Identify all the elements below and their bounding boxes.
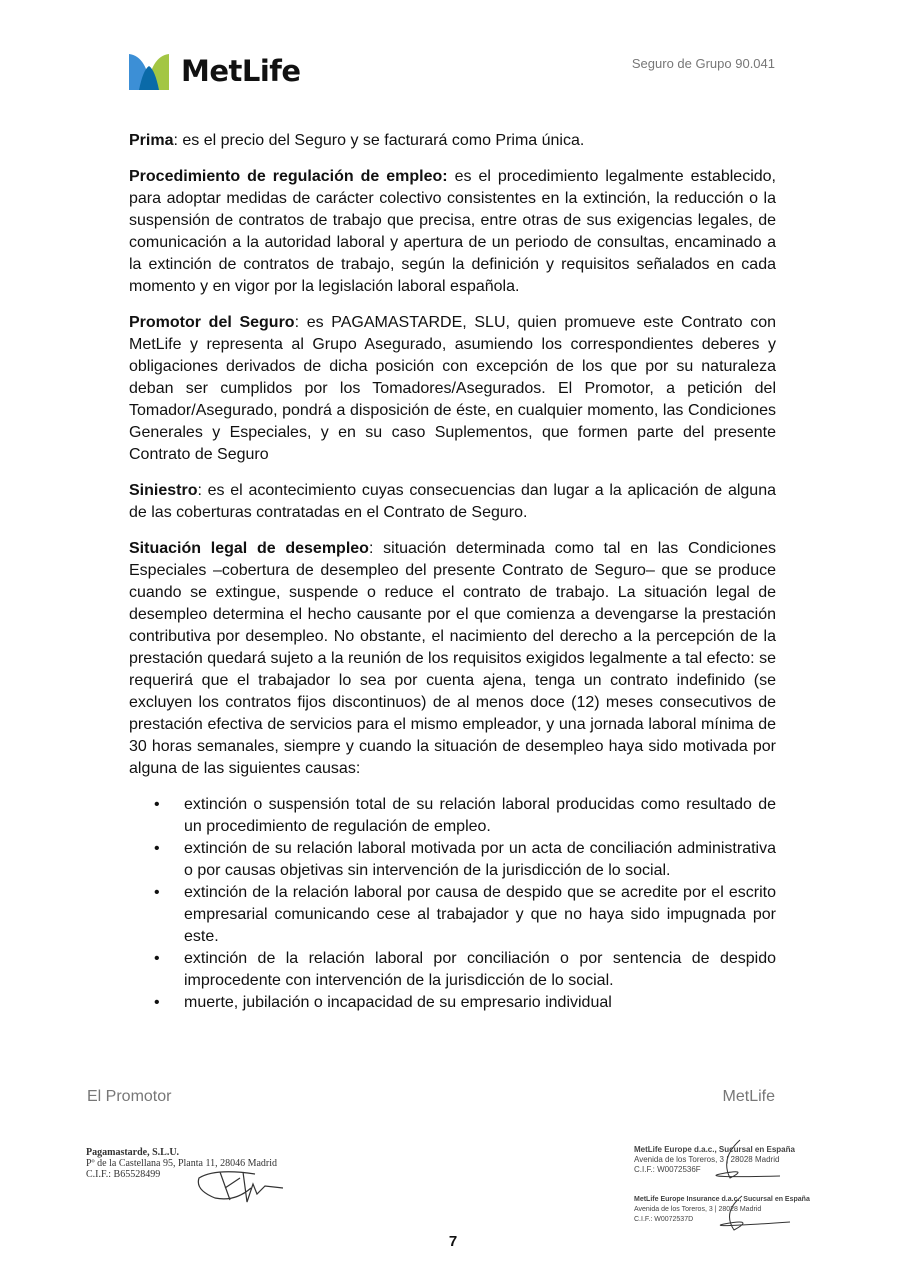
list-item: • muerte, jubilación o incapacidad de su empresario individual [129,992,776,1014]
causes-list [129,794,776,1014]
metlife-logo-icon [129,52,169,90]
promotor-label: El Promotor [87,1088,172,1105]
stamp-address: Avenida de los Toreros, 3 | 28028 Madrid [634,1206,762,1213]
term: Prima [129,132,174,149]
definition-siniestro [129,480,776,524]
list-item: • extinción de la relación laboral por causa de despido que se acredite por el escrito empresarial comunicando cese al trabajador y que no haya sido impugnada por este. [129,882,776,948]
list-item: • extinción de su relación laboral motivada por un acta de conciliación administrativa o por causas objetivas sin intervención de la jurisdicción de lo social. [129,838,776,882]
promotor-signature [195,1168,285,1206]
stamp-name: MetLife Europe Insurance d.a.c., Sucursal en España [634,1196,810,1203]
definition-text: : es PAGAMASTARDE, SLU, quien promueve este Contrato con MetLife y representa al Grupo Asegurado, asumiendo los correspondientes deberes y obligaciones derivados de dicha posición con excepción de los que por su naturaleza deban ser cumplidos por los Tomadores/Asegurados. El Promotor, a petición del Tomador/Asegurado, pondrá a disposición de éste, en cualquier momento, las Condiciones Generales y Especiales, y en su caso Suplementos, que formen parte del presente Contrato de Seguro [129,314,776,463]
metlife-signatures [680,1138,800,1233]
term: Promotor del Seguro [129,314,295,331]
page-number: 7 [448,1233,458,1250]
stamp-cif: C.I.F.: W0072537D [634,1216,694,1223]
stamp-cif: C.I.F.: W0072536F [634,1165,701,1174]
stamp-address: Avenida de los Toreros, 3 | 28028 Madrid [634,1155,780,1164]
definition-text: : es el acontecimiento cuyas consecuencias dan lugar a la aplicación de alguna de las coberturas contratadas en el Contrato de Seguro. [129,482,776,521]
definition-prima [129,130,776,152]
definition-text: : situación determinada como tal en las Condiciones Especiales –cobertura de desempleo del presente Contrato de Seguro– que se produce cuando se extingue, suspende o reduce el contrato de trabajo. La situación legal de desempleo determina el hecho causante por el que comienza a devengarse la prestación contributiva por desempleo. No obstante, el nacimiento del derecho a la percepción de la prestación quedará sujeto a la reunión de los requisitos exigidos legalmente a tal efecto: se requerirá que el trabajador lo sea por cuenta ajena, tenga un contrato indefinido (se excluyen los contratos fijos discontinuos) de al menos doce (12) meses consecutivos de prestación efectiva de servicios para el mismo empleador, y una jornada laboral mínima de 30 horas semanales, siempre y cuando la situación de desempleo haya sido motivada por alguna de las siguientes causas: [129,540,777,777]
stamp-name: MetLife Europe d.a.c., Sucursal en España [634,1145,795,1154]
document-body [129,130,776,1014]
metlife-logo [129,52,301,90]
term: Situación legal de desempleo [129,540,369,557]
definition-promotor [129,312,776,466]
stamp-address: Pº de la Castellana 95, Planta 11, 28046 Madrid [86,1158,278,1169]
stamp-cif: C.I.F.: B65528499 [86,1169,161,1180]
term: Siniestro [129,482,198,499]
definition-text: es el procedimiento legalmente establecido, para adoptar medidas de carácter colectivo consistentes en la extinción, la reducción o la suspensión de contratos de trabajo que precisa, entre otras de sus exigencias legales, de comunicación a la autoridad laboral y apertura de un periodo de consultas, encaminado a la extinción de contratos de trabajo, según la definición y requisitos señalados en cada momento y en vigor por la legislación laboral española. [129,168,776,295]
definition-situacion-legal [129,538,776,780]
definition-text: : es el precio del Seguro y se facturará como Prima única. [173,132,585,149]
list-item: • extinción o suspensión total de su relación laboral producidas como resultado de un procedimiento de regulación de empleo. [129,794,776,838]
definition-procedimiento [129,166,776,298]
logo-text: MetLife [181,54,301,88]
term: Procedimiento de regulación de empleo: [129,168,448,185]
stamp-name: Pagamastarde, S.L.U. [86,1147,180,1158]
metlife-label: MetLife [722,1088,775,1105]
policy-reference: Seguro de Grupo 90.041 [631,56,775,71]
list-item: • extinción de la relación laboral por conciliación o por sentencia de despido improcedente con intervención de la jurisdicción de lo social. [129,948,776,992]
